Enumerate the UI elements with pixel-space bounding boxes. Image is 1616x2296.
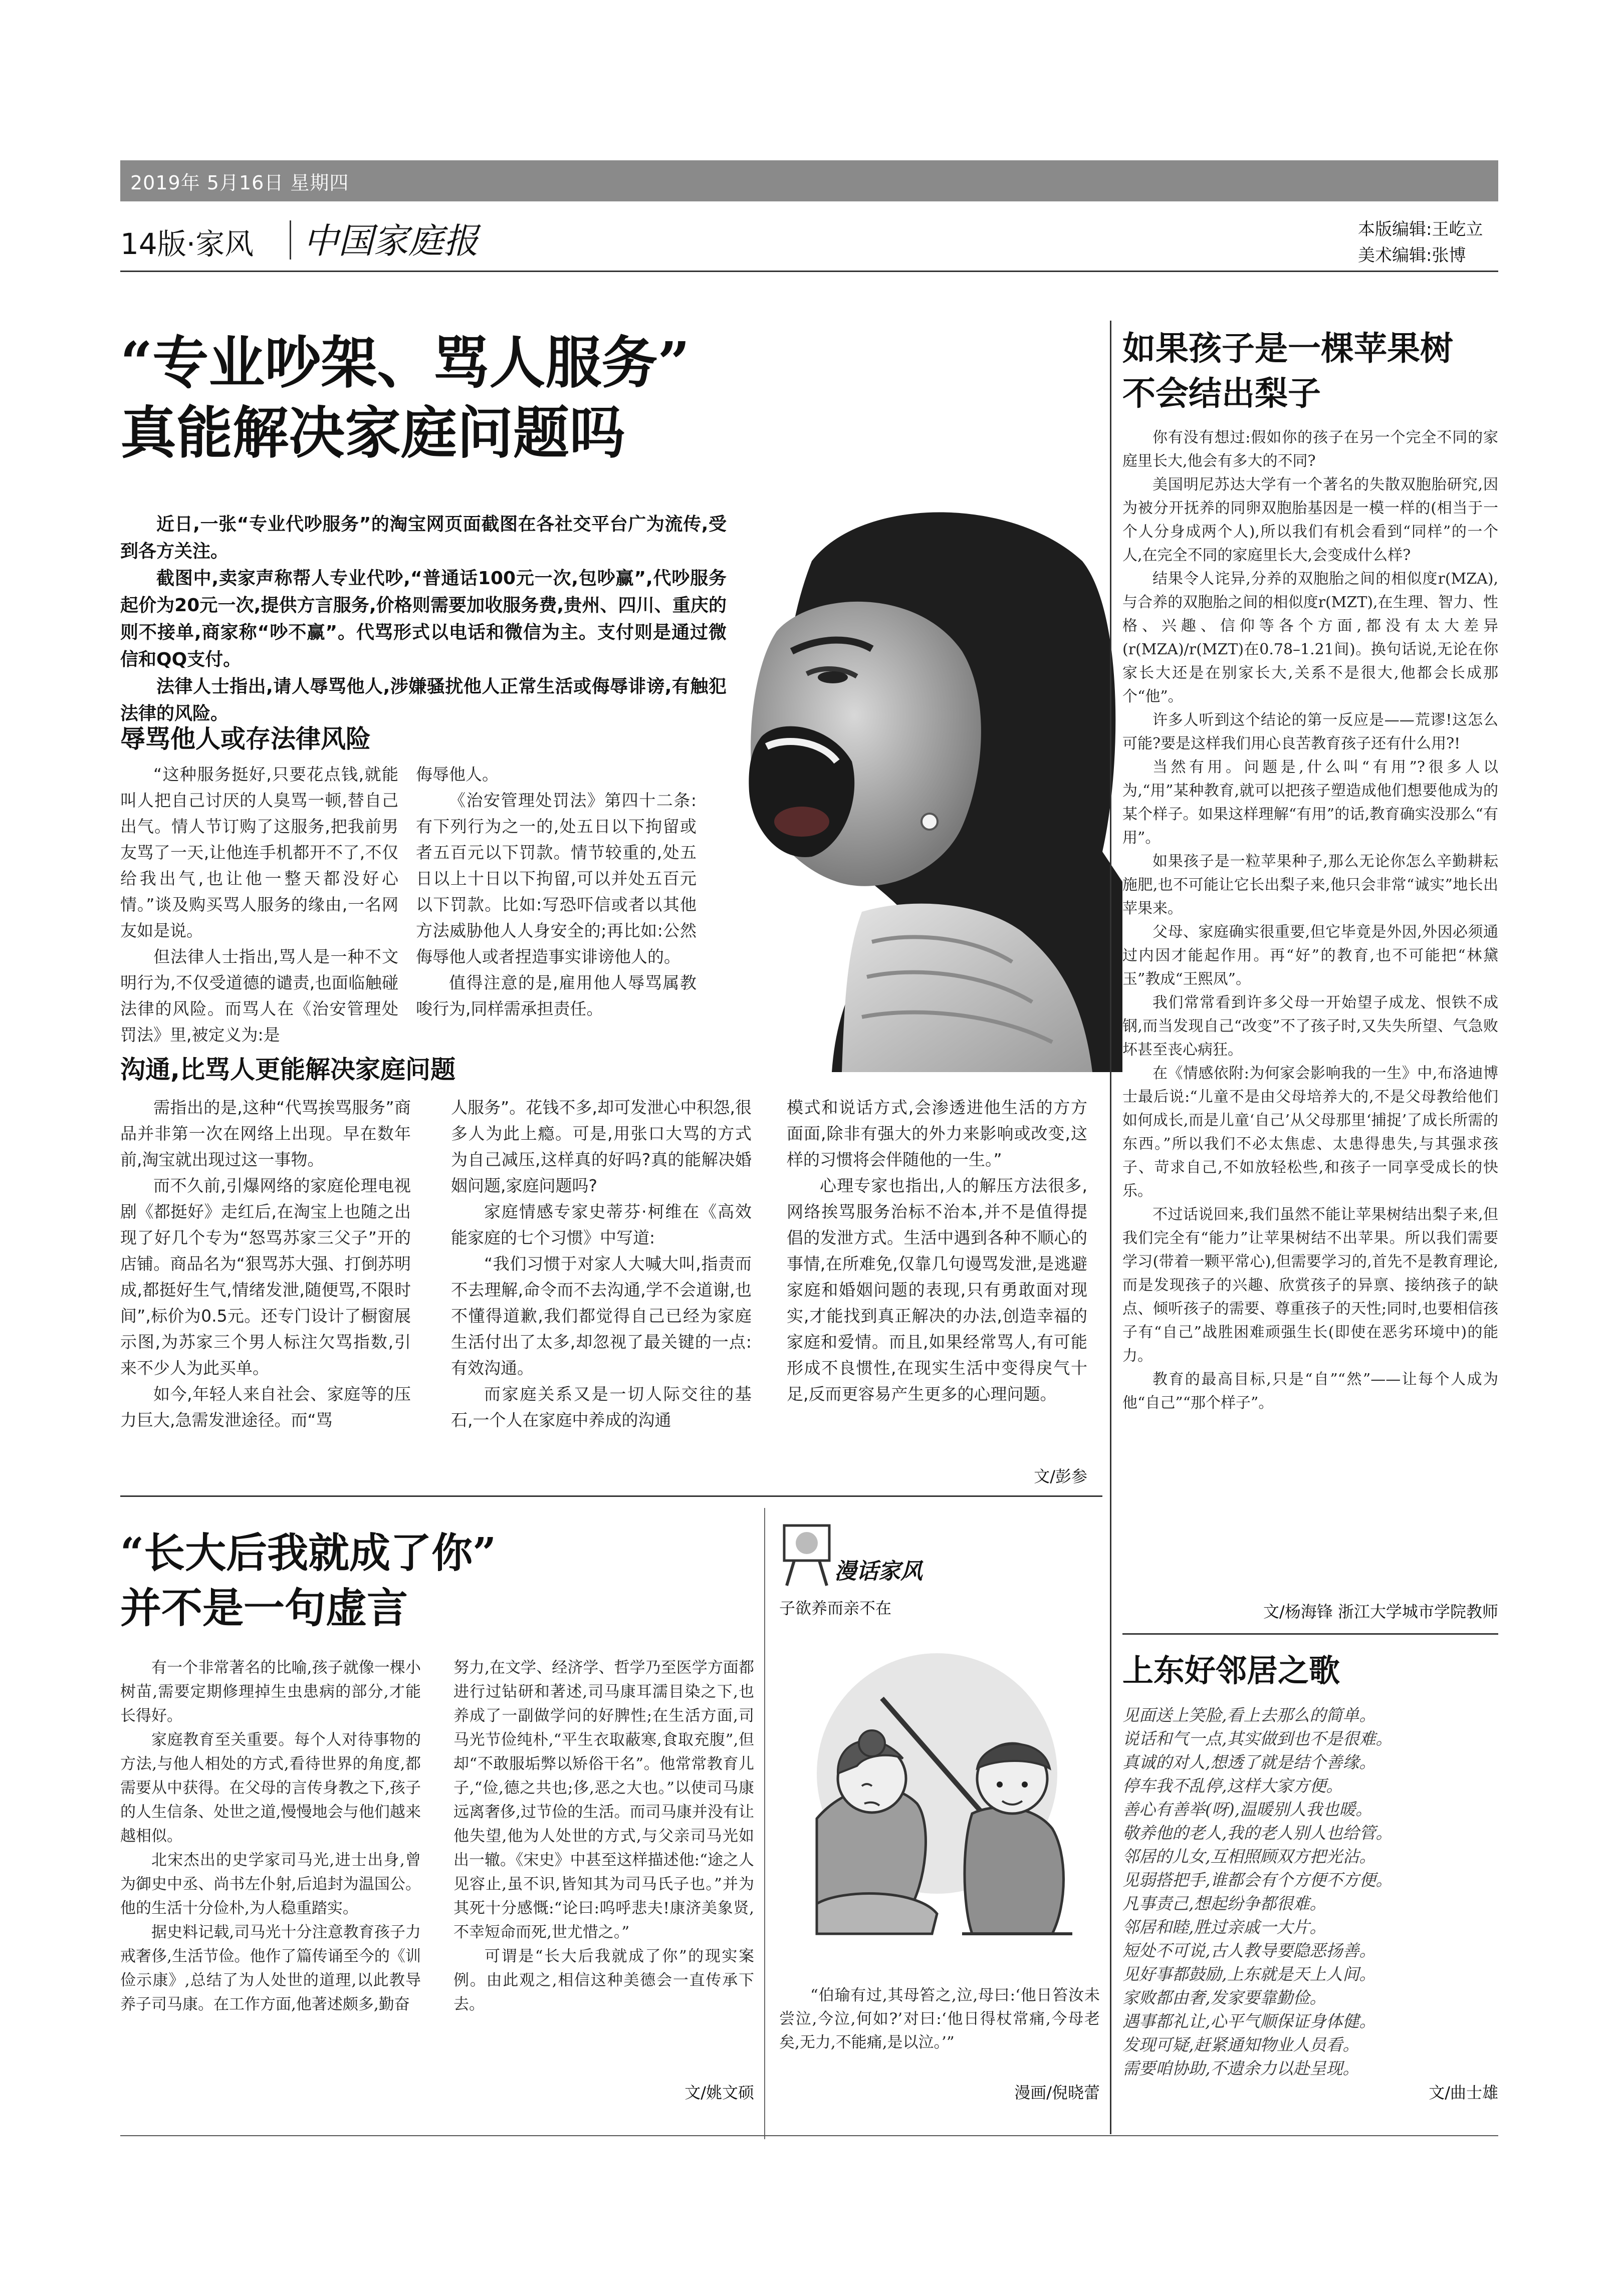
body-paragraph: 人服务”。花钱不多,却可发泄心中积怨,很多人为此上瘾。可是,用张口大骂的方式为自己减压,这样真的好吗?真的能解决婚姻问题,家庭问题吗? <box>451 1098 752 1195</box>
grow-up-column-1 <box>120 1656 421 2016</box>
poem-line: 见好事都鼓励,上东就是天上人间。 <box>1122 1964 1376 1984</box>
poem-line: 发现可疑,赶紧通知物业人员看。 <box>1122 2035 1359 2055</box>
poem-line: 邻居的儿女,互相照顾双方把光沾。 <box>1122 1847 1376 1866</box>
neighbor-song-title: 上东好邻居之歌 <box>1122 1652 1340 1689</box>
body-paragraph: 家庭情感专家史蒂芬·柯维在《高效能家庭的七个习惯》中写道: <box>451 1202 752 1247</box>
lead-headline-line1: “专业吵架、骂人服务” <box>120 330 690 396</box>
lead-article-byline: 文/彭参 <box>1034 1467 1087 1486</box>
body-paragraph: 家庭教育至关重要。每个人对待事物的方法,与他人相处的方式,看待世界的角度,都需要从中获得。在父母的言传身教之下,孩子的人生信条、处世之道,慢慢地会与他们越来越相似。 <box>120 1731 421 1845</box>
poem-line: 遇事都礼让,心平气顺保证身体健。 <box>1122 2011 1376 2031</box>
poem-line: 家败都由奢,发家要靠勤俭。 <box>1122 1988 1326 2007</box>
body-paragraph: 有一个非常著名的比喻,孩子就像一棵小树苗,需要定期修理掉生虫患病的部分,才能长得好。 <box>120 1659 421 1725</box>
cartoon-mother-son <box>772 1653 1102 1964</box>
section-rule <box>120 1495 1102 1497</box>
neighbor-song-lines <box>1122 1703 1498 2080</box>
body-paragraph: 我们常常看到许多父母一开始望子成龙、恨铁不成钢,而当发现自己“改变”不了孩子时,又失失所望、气急败坏甚至丧心病狂。 <box>1122 994 1498 1059</box>
comic-series-title: 漫话家风 <box>834 1559 922 1584</box>
body-paragraph: 在《情感依附:为何家会影响我的一生》中,布洛迪博士最后说:“儿童不是由父母培养大的,不是父母教给他们如何成长,而是儿童‘自己’从父母那里‘捕捉’了成长所需的东西。”所以我们不必太焦虑、太患得患失,与其强求孩子、苛求自己,不如放轻松些,和孩子一同享受成长的快乐。 <box>1122 1065 1498 1200</box>
body-paragraph: 结果令人诧异,分养的双胞胎之间的相似度r(MZA),与合养的双胞胎之间的相似度r(MZT),在生理、智力、性格、兴趣、信仰等各个方面,都没有太大差异(r(MZA)/r(MZT)在0.78–1.21间)。换句话说,无论在你家长大还是在别家长大,关系不是很大,他都会长成那个“他”。 <box>1122 570 1498 705</box>
art-editor-name: 美术编辑:张博 <box>1358 245 1466 266</box>
body-paragraph: 但法律人士指出,骂人是一种不文明行为,不仅受道德的谴责,也面临触碰法律的风险。而骂人在《治安管理处罚法》里,被定义为:是 <box>120 947 398 1045</box>
body-paragraph: 而家庭关系又是一切人际交往的基石,一个人在家庭中养成的沟通 <box>451 1384 752 1430</box>
body-paragraph: 如今,年轻人来自社会、家庭等的压力巨大,急需发泄途径。而“骂 <box>120 1384 411 1430</box>
section1-column-1 <box>120 761 398 1048</box>
comic-quote-text: “伯瑜有过,其母笞之,泣,母曰:‘他日笞汝未尝泣,今泣,何如?’对曰:‘他日得杖常痛,今母老矣,无力,不能痛,是以泣。’” <box>779 1986 1100 2052</box>
easel-icon <box>779 1518 834 1588</box>
body-paragraph: 而不久前,引爆网络的家庭伦理电视剧《都挺好》走红后,在淘宝上也随之出现了好几个专为“怒骂苏家三父子”开的店铺。商品名为“狠骂苏大强、打倒苏明成,都挺好生气,情绪发泄,随便骂,不限时间”,标价为0.5元。还专门设计了橱窗展示图,为苏家三个男人标注欠骂指数,引来不少人为此买单。 <box>120 1176 411 1378</box>
grow-up-column-2 <box>453 1656 754 2016</box>
poem-line: 见弱搭把手,谁都会有个方便不方便。 <box>1122 1870 1393 1890</box>
poem-line: 邻居和睦,胜过亲戚一大片。 <box>1122 1917 1326 1937</box>
poem-line: 善心有善举(呀),温暖别人我也暖。 <box>1122 1800 1372 1819</box>
body-paragraph: 需指出的是,这种“代骂挨骂服务”商品并非第一次在网络上出现。早在数年前,淘宝就出现过这一事物。 <box>120 1098 411 1169</box>
neighbor-song-byline: 文/曲士雄 <box>1429 2083 1498 2102</box>
body-paragraph: 心理专家也指出,人的解压方法很多,网络挨骂服务治标不治本,并不是值得提倡的发泄方式。生活中遇到各种不顺心的事情,在所难免,仅靠几句谩骂发泄,是逃避家庭和婚姻问题的表现,只有勇敢面对现实,才能找到真正解决的办法,创造幸福的家庭和爱情。而且,如果经常骂人,有可能形成不良惯性,在现实生活中变得戾气十足,反而更容易产生更多的心理问题。 <box>787 1176 1087 1404</box>
comic-quote <box>779 1984 1100 2055</box>
newspaper-logo: 中国家庭报 <box>303 220 479 262</box>
poem-line: 短处不可说,古人教导要隐恶扬善。 <box>1122 1941 1376 1960</box>
poem-line: 停车我不乱停,这样大家方便。 <box>1122 1776 1343 1796</box>
header-rule <box>120 271 1498 272</box>
intro-paragraph: 截图中,卖家声称帮人专业代吵,“普通话100元一次,包吵赢”,代吵服务起价为20元一次,提供方言服务,价格则需要加收服务费,贵州、四川、重庆的则不接单,商家称“吵不赢”。代骂形式以电话和微信为主。支付则是通过微信和QQ支付。 <box>120 568 727 670</box>
intro-paragraph: 近日,一张“专业代吵服务”的淘宝网页面截图在各社交平台广为流传,受到各方关注。 <box>120 514 727 562</box>
section-rule <box>1122 1633 1498 1635</box>
body-paragraph: 教育的最高目标,只是“自”“然”——让每个人成为他“自己”“那个样子”。 <box>1122 1371 1498 1412</box>
section1-column-2 <box>416 761 697 1022</box>
body-paragraph: 北宋杰出的史学家司马光,进士出身,曾为御史中丞、尚书左仆射,后追封为温国公。他的生活十分俭朴,为人稳重踏实。 <box>120 1851 421 1917</box>
column-divider <box>764 1508 765 2139</box>
poem-line: 凡事责己,想起纷争都很难。 <box>1122 1894 1326 1913</box>
apple-tree-body <box>1122 426 1498 1415</box>
grow-up-byline: 文/姚文硕 <box>684 2083 754 2102</box>
section2-column-1 <box>120 1095 411 1433</box>
poem-line: 见面送上笑脸,看上去那么的简单。 <box>1122 1705 1376 1725</box>
issue-date: 2019年 5月16日 星期四 <box>130 172 349 194</box>
editor-name: 本版编辑:王屹立 <box>1358 219 1483 239</box>
grow-up-headline-line2: 并不是一句虚言 <box>120 1584 408 1632</box>
body-paragraph: “我们习惯于对家人大喊大叫,指责而不去理解,命令而不去沟通,学不会道谢,也不懂得道歉,我们都觉得自己已经为家庭生活付出了太多,却忽视了最关键的一点:有效沟通。 <box>451 1254 752 1378</box>
lead-intro <box>120 511 727 727</box>
section-heading-legal-risk: 辱骂他人或存法律风险 <box>120 724 371 753</box>
body-paragraph: 许多人听到这个结论的第一反应是——荒谬!这怎么可能?要是这样我们用心良苦教育孩子还有什么用?! <box>1122 711 1498 752</box>
body-paragraph: 努力,在文学、经济学、哲学乃至医学方面都进行过钻研和著述,司马康耳濡目染之下,也养成了一副做学问的好脾性;在生活方面,司马光节俭纯朴,“平生衣取蔽寒,食取充腹”,但却“不敢服垢弊以矫俗干名”。他常常教育儿子,“俭,德之共也;侈,恶之大也。”以使司马康远离奢侈,过节俭的生活。而司马康并没有让他失望,他为人处世的方式,与父亲司马光如出一辙。《宋史》中甚至这样描述他:“途之人见容止,虽不识,皆知其为司马氏子也。”并为其死十分感慨:“论曰:呜呼悲夫!康济美象贤,不幸短命而死,世尤惜之。” <box>453 1659 754 1941</box>
screaming-woman-photo <box>702 501 1122 1072</box>
editor-credits <box>1358 216 1483 269</box>
body-paragraph: 父母、家庭确实很重要,但它毕竟是外因,外因必须通过内因才能起作用。再“好”的教育,也不可能把“林黛玉”教成“王熙凤”。 <box>1122 923 1498 988</box>
grow-up-headline-line1: “长大后我就成了你” <box>120 1529 497 1577</box>
poem-line: 敬养他的老人,我的老人别人也给管。 <box>1122 1823 1393 1843</box>
body-paragraph: 如果孩子是一粒苹果种子,那么无论你怎么辛勤耕耘施肥,也不可能让它长出梨子来,他只会非常“诚实”地长出苹果来。 <box>1122 853 1498 917</box>
page-label: 14版·家风 <box>120 227 254 261</box>
body-paragraph: 模式和说话方式,会渗透进他生活的方方面面,除非有强大的外力来影响或改变,这样的习惯将会伴随他的一生。” <box>787 1098 1087 1169</box>
comic-caption: 子欲养而亲不在 <box>779 1599 892 1618</box>
grow-up-headline <box>120 1525 496 1636</box>
lead-headline-line2: 真能解决家庭问题吗 <box>120 400 625 466</box>
poem-line: 真诚的对人,想透了就是结个善缘。 <box>1122 1752 1376 1772</box>
comic-badge <box>779 1518 834 1590</box>
apple-tree-byline: 文/杨海锋 浙江大学城市学院教师 <box>1263 1602 1498 1621</box>
body-paragraph: 你有没有想过:假如你的孩子在另一个完全不同的家庭里长大,他会有多大的不同? <box>1122 429 1498 470</box>
poem-line: 说话和气一点,其实做到也不是很难。 <box>1122 1729 1393 1748</box>
section-heading-communication: 沟通,比骂人更能解决家庭问题 <box>120 1055 455 1084</box>
body-paragraph: “这种服务挺好,只要花点钱,就能叫人把自己讨厌的人臭骂一顿,替自己出气。情人节订购了这服务,把我前男友骂了一天,让他连手机都开不了,不仅给我出气,也让他一整天都没好心情。”谈及购买骂人服务的缘由,一名网友如是说。 <box>120 764 398 940</box>
body-paragraph: 值得注意的是,雇用他人辱骂属教唆行为,同样需承担责任。 <box>416 973 697 1018</box>
body-paragraph: 侮辱他人。 <box>416 764 499 784</box>
section2-column-3 <box>787 1095 1087 1407</box>
apple-tree-headline <box>1122 326 1453 416</box>
poem-line: 需要咱协助,不遗余力以赴呈现。 <box>1122 2059 1359 2078</box>
body-paragraph: 据史料记载,司马光十分注意教育孩子力戒奢侈,生活节俭。他作了篇传诵至今的《训俭示康》,总结了为人处世的道理,以此教导养子司马康。在工作方面,他著述颇多,勤奋 <box>120 1923 421 2013</box>
comic-credit: 漫画/倪晓蕾 <box>1014 2083 1100 2102</box>
body-paragraph: 《治安管理处罚法》第四十二条:有下列行为之一的,处五日以下拘留或者五百元以下罚款。情节较重的,处五日以上十日以下拘留,可以并处五百元以下罚款。比如:写恐吓信或者以其他方法威胁他人人身安全的;再比如:公然侮辱他人或者捏造事实诽谤他人的。 <box>416 791 697 966</box>
intro-paragraph: 法律人士指出,请人辱骂他人,涉嫌骚扰他人正常生活或侮辱诽谤,有触犯法律的风险。 <box>120 676 727 724</box>
apple-tree-headline-line2: 不会结出梨子 <box>1122 374 1321 413</box>
apple-tree-headline-line1: 如果孩子是一棵苹果树 <box>1122 329 1453 368</box>
header-divider <box>290 220 291 260</box>
lead-headline <box>120 328 690 468</box>
body-paragraph: 不过话说回来,我们虽然不能让苹果树结出梨子来,但我们完全有“能力”让苹果树结不出苹果。所以我们需要学习(带着一颗平常心),但需要学习的,首先不是教育理论,而是发现孩子的兴趣、欣赏孩子的异禀、接纳孩子的缺点、倾听孩子的需要、尊重孩子的天性;同时,也要相信孩子有“自己”战胜困难顽强生长(即使在恶劣环境中)的能力。 <box>1122 1206 1498 1365</box>
body-paragraph: 美国明尼苏达大学有一个著名的失散双胞胎研究,因为被分开抚养的同卵双胞胎基因是一模一样的(相当于一个人分身成两个人),所以我们有机会看到“同样”的一个人,在完全不同的家庭里长大,会变成什么样? <box>1122 476 1498 564</box>
body-paragraph: 可谓是“长大后我就成了你”的现实案例。由此观之,相信这种美德会一直传承下去。 <box>453 1947 754 2013</box>
section2-column-2 <box>451 1095 752 1433</box>
body-paragraph: 当然有用。问题是,什么叫“有用”?很多人以为,“用”某种教育,就可以把孩子塑造成他们想要他成为的某个样子。如果这样理解“有用”的话,教育确实没那么“有用”。 <box>1122 758 1498 847</box>
footer-rule <box>120 2135 1498 2136</box>
column-divider <box>1110 321 1111 2134</box>
